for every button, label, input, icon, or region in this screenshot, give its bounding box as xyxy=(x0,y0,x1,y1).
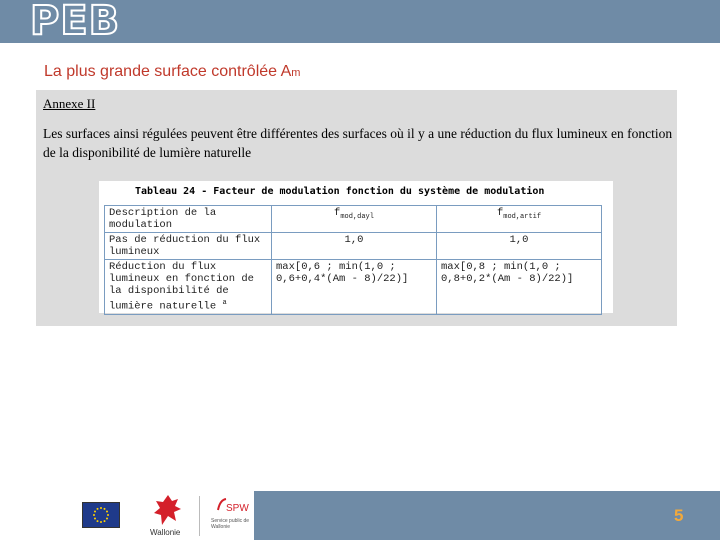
spw-logo-icon xyxy=(212,496,250,516)
peb-logo: PEB xyxy=(30,0,121,44)
header-description: Description de la modulation xyxy=(105,206,272,233)
table-image xyxy=(99,181,613,313)
table-row xyxy=(105,233,602,260)
spw-caption: Service public de Wallonie xyxy=(211,518,250,530)
footnote-mark: a xyxy=(222,299,227,307)
page-number: 5 xyxy=(674,506,684,525)
wallonie-rooster-icon xyxy=(150,493,186,527)
row2-description: Réduction du flux lumineux en fonction de la disponibilité de lumière naturelle $^a$ xyxy=(105,260,272,315)
slide-title xyxy=(44,63,300,81)
annexe-heading: Annexe II xyxy=(43,96,96,111)
row1-description: Pas de réduction du flux lumineux xyxy=(105,233,272,260)
body-paragraph: Les surfaces ainsi régulées peuvent être différentes des surfaces où il y a une réduction du flux lumineux en fonction de la disponibilité de lumière naturelle xyxy=(43,126,673,160)
footer-divider xyxy=(199,496,200,536)
row2-fmod-dayl: max[0,6 ; min(1,0 ; 0,6+0,4*(Am - 8)/22)] xyxy=(272,260,437,315)
row2-fmod-artif: max[0,8 ; min(1,0 ; 0,8+0,2*(Am - 8)/22)] xyxy=(437,260,602,315)
eu-flag-icon xyxy=(82,502,120,528)
table-header-row xyxy=(105,206,602,233)
svg-text:SPW: SPW xyxy=(226,503,249,514)
slide-title-main: La plus grande surface contrôlée A xyxy=(44,63,292,80)
header-fmod-dayl: $f_{mod,dayl}$ xyxy=(272,206,437,233)
row1-fmod-dayl: 1,0 xyxy=(272,233,437,260)
slide-title-subscript: m xyxy=(291,67,301,79)
modulation-table xyxy=(104,205,602,315)
header-fmod-artif: $f_{mod,artif}$ xyxy=(437,206,602,233)
table-row xyxy=(105,260,602,315)
row1-fmod-artif: 1,0 xyxy=(437,233,602,260)
wallonie-label: Wallonie xyxy=(150,528,181,537)
table-caption: Tableau 24 - Facteur de modulation fonction du système de modulation xyxy=(135,186,545,197)
header-bar xyxy=(0,0,720,43)
